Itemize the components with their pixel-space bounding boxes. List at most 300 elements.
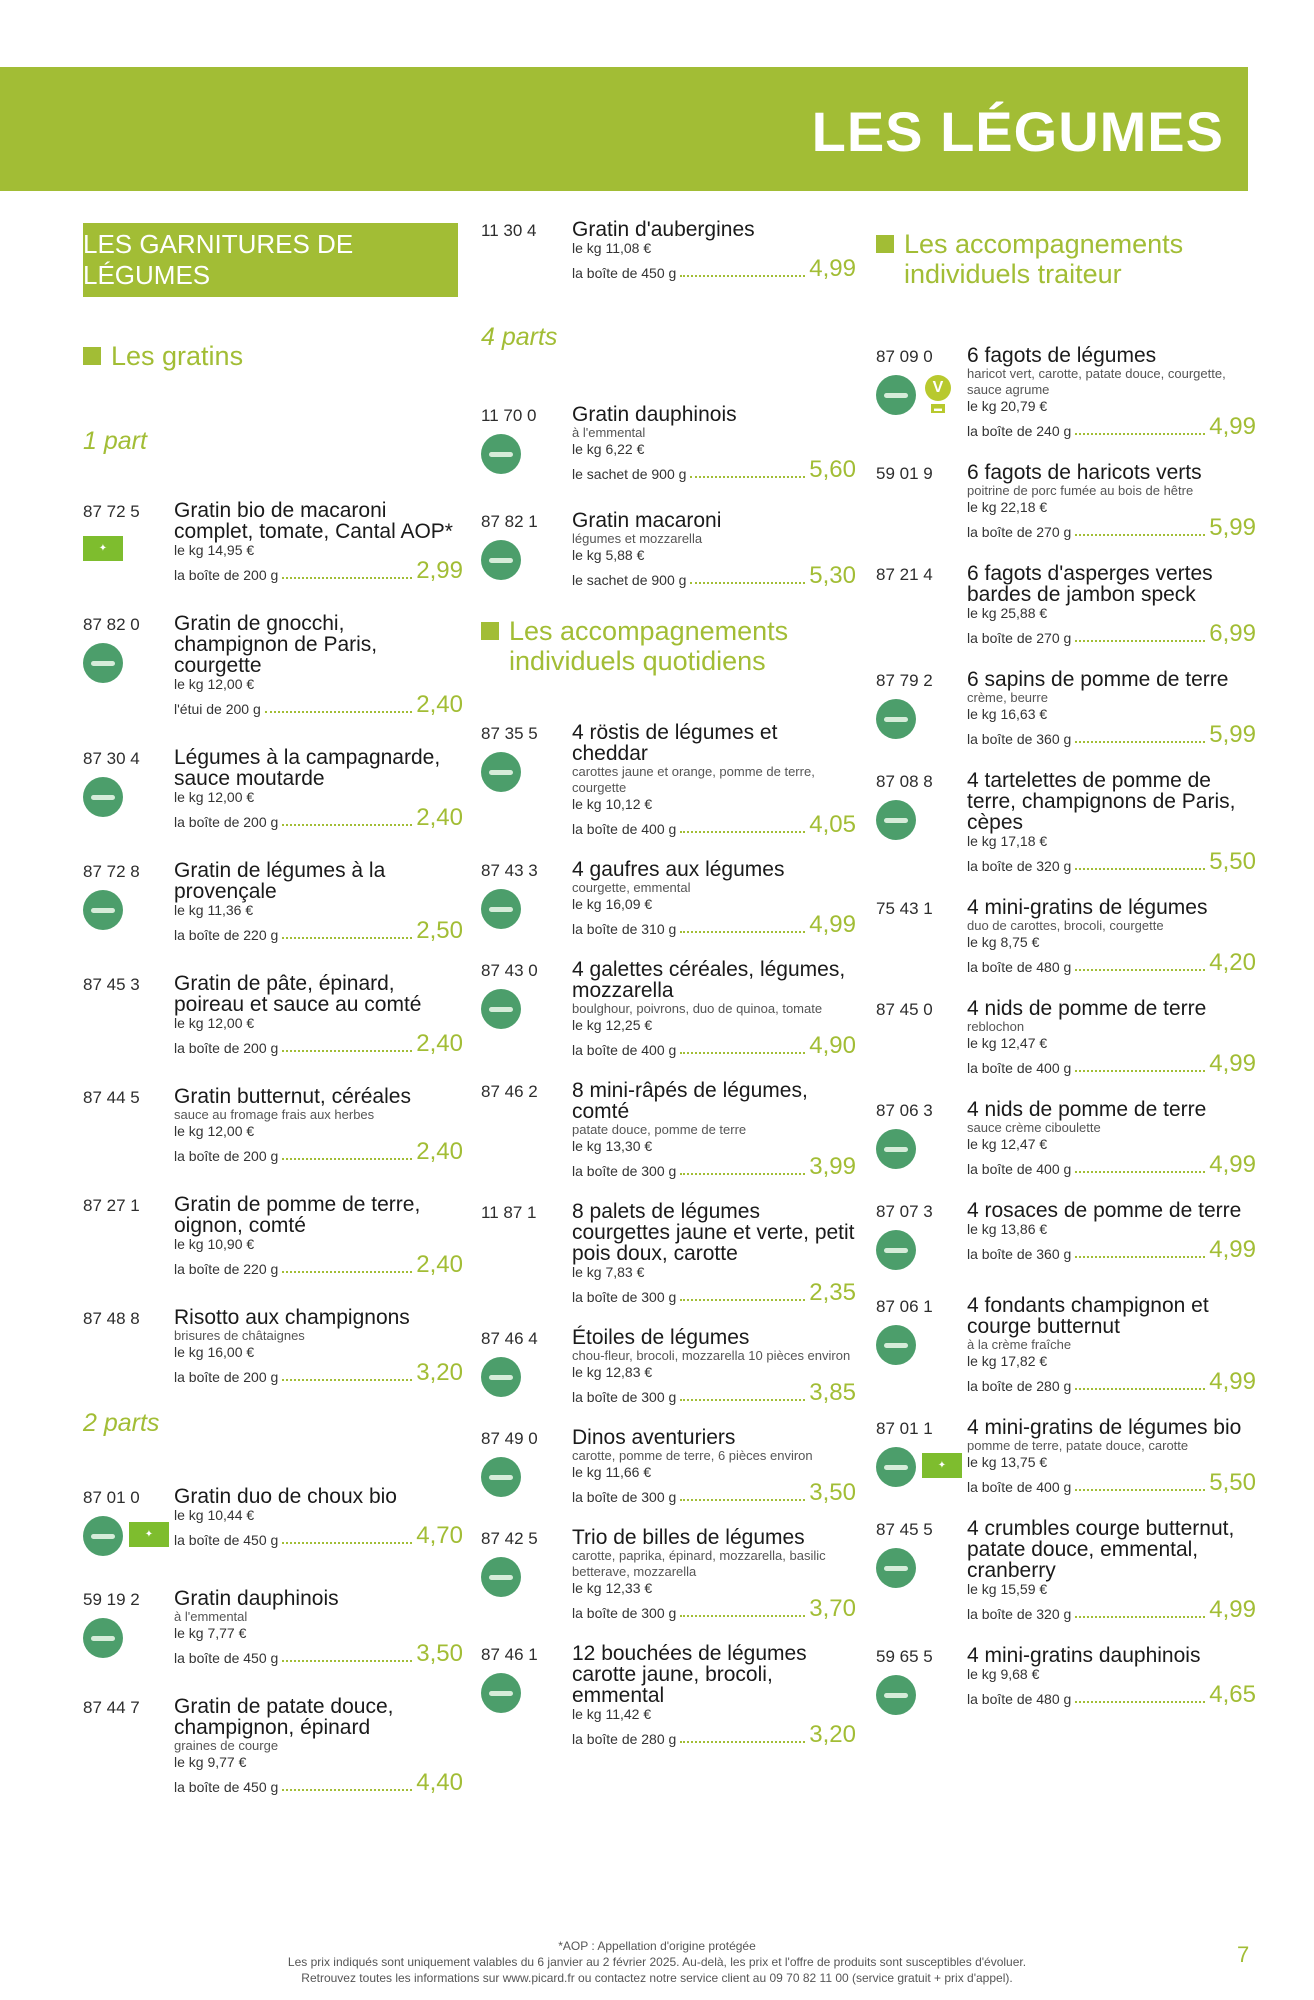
column-garnitures xyxy=(83,205,463,1825)
product-description: chou-fleur, brocoli, mozzarella 10 pièces environ xyxy=(572,1348,851,1363)
product-code: 87 06 1 xyxy=(876,1297,933,1316)
product-code: 87 44 5 xyxy=(83,1088,140,1107)
price-per-kg: le kg 13,30 € xyxy=(572,1138,653,1154)
price-line xyxy=(174,919,463,943)
product-code: 87 30 4 xyxy=(83,749,140,768)
price-per-kg: le kg 11,08 € xyxy=(572,240,652,256)
leader-dots xyxy=(680,831,805,833)
product-code: 87 79 2 xyxy=(876,671,933,690)
product-item xyxy=(481,859,856,937)
price-per-kg: le kg 25,88 € xyxy=(967,605,1048,621)
main-category-banner: LES GARNITURES DE LÉGUMES xyxy=(83,223,458,297)
product-name: 4 mini-gratins de légumes bio xyxy=(967,1416,1242,1439)
vegetarian-icon xyxy=(876,1325,916,1365)
product-code: 87 46 2 xyxy=(481,1082,538,1101)
vegetarian-icon xyxy=(876,375,916,415)
product-code: 59 65 5 xyxy=(876,1647,933,1666)
vegetarian-icon xyxy=(481,889,521,929)
product-icons xyxy=(481,434,521,474)
product-name: Gratin de patate douce, champignon, épinard xyxy=(174,1695,394,1739)
leader-dots xyxy=(1075,640,1205,642)
product-description: poitrine de porc fumée au bois de hêtre xyxy=(967,483,1194,498)
product-name: Gratin bio de macaroni complet, tomate, Cantal AOP* xyxy=(174,499,453,543)
price-per-kg: le kg 11,66 € xyxy=(572,1464,652,1480)
price-per-kg: le kg 12,25 € xyxy=(572,1017,653,1033)
package-size: la boîte de 280 g xyxy=(572,1731,677,1747)
product-price: 4,70 xyxy=(416,1522,463,1549)
package-size: la boîte de 270 g xyxy=(967,524,1072,540)
leader-dots xyxy=(1075,1489,1205,1491)
product-description: crème, beurre xyxy=(967,690,1048,705)
product-item xyxy=(876,1518,1256,1622)
price-line xyxy=(572,1723,856,1747)
subsection-gratins xyxy=(83,341,463,371)
price-per-kg: le kg 17,18 € xyxy=(967,833,1048,849)
price-per-kg: le kg 16,63 € xyxy=(967,706,1048,722)
product-code: 87 08 8 xyxy=(876,772,933,791)
product-code: 87 82 0 xyxy=(83,615,140,634)
product-code: 75 43 1 xyxy=(876,899,933,918)
leader-dots xyxy=(282,1158,412,1160)
product-price: 3,70 xyxy=(809,1595,856,1622)
product-item xyxy=(83,500,463,583)
product-name: 6 sapins de pomme de terre xyxy=(967,668,1229,691)
portion-label: 4 parts xyxy=(481,323,558,351)
product-name: 4 nids de pomme de terre xyxy=(967,997,1207,1020)
price-per-kg: le kg 13,86 € xyxy=(967,1221,1048,1237)
leader-dots xyxy=(282,577,412,579)
price-per-kg: le kg 16,00 € xyxy=(174,1344,255,1360)
price-line xyxy=(572,813,856,837)
product-item xyxy=(83,1307,463,1385)
product-item xyxy=(83,1486,463,1558)
price-line xyxy=(174,1032,463,1056)
column-traiteur xyxy=(876,205,1256,1740)
product-name: Gratin de pomme de terre, oignon, comté xyxy=(174,1193,421,1237)
product-description: patate douce, pomme de terre xyxy=(572,1122,747,1137)
price-line xyxy=(572,1281,856,1305)
product-name: Gratin duo de choux bio xyxy=(174,1485,397,1508)
price-per-kg: le kg 12,33 € xyxy=(572,1580,653,1596)
leader-dots xyxy=(1075,741,1205,743)
product-name: 6 fagots de haricots verts xyxy=(967,461,1202,484)
leader-dots xyxy=(1075,1701,1205,1703)
contact-note: Retrouvez toutes les informations sur www.picard.fr ou contactez notre service client au 09 70 82 11 00 (service gratuit + prix d'appel). xyxy=(301,1971,1013,1985)
price-per-kg: le kg 12,00 € xyxy=(174,676,255,692)
product-item xyxy=(481,1327,856,1405)
product-icons xyxy=(481,1673,521,1713)
package-size: la boîte de 400 g xyxy=(967,1161,1072,1177)
product-name: 8 palets de légumes courgettes jaune et verte, petit pois doux, carotte xyxy=(572,1200,855,1265)
vegetarian-icon xyxy=(83,1516,123,1556)
product-item xyxy=(876,998,1256,1076)
vegetarian-icon xyxy=(481,989,521,1029)
page-title: LES LÉGUMES xyxy=(811,100,1224,163)
leader-dots xyxy=(680,1052,805,1054)
price-per-kg: le kg 7,83 € xyxy=(572,1264,645,1280)
product-item xyxy=(83,1194,463,1277)
product-icons xyxy=(481,1457,521,1497)
product-code: 87 49 0 xyxy=(481,1429,538,1448)
product-list xyxy=(83,1486,463,1795)
product-item xyxy=(481,1643,856,1747)
price-line xyxy=(572,913,856,937)
product-price: 4,99 xyxy=(1209,1050,1256,1077)
product-item xyxy=(876,1099,1256,1177)
product-list xyxy=(481,722,856,1747)
product-name: Gratin d'aubergines xyxy=(572,218,755,241)
leader-dots xyxy=(680,275,805,277)
product-price: 5,50 xyxy=(1209,1469,1256,1496)
price-line xyxy=(572,257,856,281)
product-price: 4,99 xyxy=(1209,1151,1256,1178)
product-name: 4 röstis de légumes et cheddar xyxy=(572,721,778,765)
product-code: 87 44 7 xyxy=(83,1698,140,1717)
product-name: 4 crumbles courge butternut, patate douce, emmental, cranberry xyxy=(967,1517,1235,1582)
leader-dots xyxy=(282,1271,412,1273)
product-code: 87 72 8 xyxy=(83,862,140,881)
product-list xyxy=(876,345,1256,1717)
leader-dots xyxy=(1075,868,1205,870)
column-gratins-accompagnements xyxy=(481,205,856,1769)
package-size: la boîte de 220 g xyxy=(174,927,279,943)
product-description: graines de courge xyxy=(174,1738,279,1753)
package-size: la boîte de 220 g xyxy=(174,1261,279,1277)
product-item xyxy=(481,404,856,482)
vegetarian-icon xyxy=(481,752,521,792)
product-item xyxy=(481,219,856,291)
price-line xyxy=(572,1381,856,1405)
leader-dots xyxy=(680,1299,805,1301)
product-name: Gratin de légumes à la provençale xyxy=(174,859,386,903)
leader-dots xyxy=(680,1615,805,1617)
product-code: 87 45 5 xyxy=(876,1520,933,1539)
product-list xyxy=(481,219,856,291)
product-icons xyxy=(481,989,521,1029)
product-name: 4 fondants champignon et courge butternut xyxy=(967,1294,1209,1338)
vegan-icon: V ▬ xyxy=(922,375,954,415)
subsection-traiteur xyxy=(876,229,1256,289)
package-size: la boîte de 320 g xyxy=(967,858,1072,874)
price-per-kg: le kg 12,47 € xyxy=(967,1035,1048,1051)
eu-bio-logo: ✦ xyxy=(922,1453,962,1478)
price-per-kg: le kg 12,00 € xyxy=(174,1015,255,1031)
leader-dots xyxy=(1075,1171,1205,1173)
product-code: 87 06 3 xyxy=(876,1101,933,1120)
product-item xyxy=(83,613,463,717)
product-code: 87 07 3 xyxy=(876,1202,933,1221)
vegetarian-icon xyxy=(83,890,123,930)
product-name: 12 bouchées de légumes carotte jaune, brocoli, emmental xyxy=(572,1642,807,1707)
square-bullet-icon xyxy=(481,622,499,640)
leader-dots xyxy=(282,1660,412,1662)
product-price: 5,30 xyxy=(809,562,856,589)
vegetarian-icon xyxy=(83,643,123,683)
package-size: la boîte de 300 g xyxy=(572,1289,677,1305)
package-size: le sachet de 900 g xyxy=(572,572,687,588)
price-per-kg: le kg 17,82 € xyxy=(967,1353,1048,1369)
product-list xyxy=(481,404,856,588)
product-name: Gratin de pâte, épinard, poireau et sauce au comté xyxy=(174,972,422,1016)
package-size: la boîte de 400 g xyxy=(572,1042,677,1058)
package-size: la boîte de 400 g xyxy=(572,821,677,837)
vegetarian-icon xyxy=(83,1618,123,1658)
product-description: carotte, pomme de terre, 6 pièces environ xyxy=(572,1448,813,1463)
product-item xyxy=(83,1696,463,1795)
product-item xyxy=(876,563,1256,646)
product-description: sauce au fromage frais aux herbes xyxy=(174,1107,375,1122)
validity-note: Les prix indiqués sont uniquement valables du 6 janvier au 2 février 2025. Au-delà, les prix et l'offre de produits sont susceptibles d'évoluer. xyxy=(287,1955,1027,1969)
price-per-kg: le kg 11,42 € xyxy=(572,1706,652,1722)
product-item xyxy=(481,1080,856,1179)
product-item xyxy=(481,1427,856,1505)
product-description: à la crème fraîche xyxy=(967,1337,1072,1352)
product-item xyxy=(876,897,1256,975)
page-number: 7 xyxy=(1237,1942,1250,1967)
product-price: 4,99 xyxy=(1209,413,1256,440)
price-per-kg: le kg 20,79 € xyxy=(967,398,1048,414)
price-per-kg: le kg 16,09 € xyxy=(572,896,653,912)
subsection-title: Les accompagnements individuels traiteur xyxy=(904,229,1184,289)
package-size: la boîte de 300 g xyxy=(572,1489,677,1505)
product-code: 87 43 3 xyxy=(481,861,538,880)
package-size: la boîte de 200 g xyxy=(174,814,279,830)
vegetarian-icon xyxy=(481,1557,521,1597)
price-line xyxy=(572,458,856,482)
product-code: 87 46 1 xyxy=(481,1645,538,1664)
price-line xyxy=(174,1771,463,1795)
product-item xyxy=(83,973,463,1056)
product-code: 87 01 1 xyxy=(876,1419,933,1438)
vegetarian-icon xyxy=(876,1447,916,1487)
product-item xyxy=(876,345,1256,439)
product-name: Gratin de gnocchi, champignon de Paris, courgette xyxy=(174,612,378,677)
package-size: la boîte de 240 g xyxy=(967,423,1072,439)
price-line xyxy=(967,951,1256,975)
square-bullet-icon xyxy=(876,235,894,253)
vegetarian-icon xyxy=(876,699,916,739)
product-description: à l'emmental xyxy=(174,1609,248,1624)
product-code: 87 45 3 xyxy=(83,975,140,994)
product-price: 4,99 xyxy=(809,255,856,282)
vegetarian-icon xyxy=(876,1230,916,1270)
package-size: la boîte de 200 g xyxy=(174,1369,279,1385)
leader-dots xyxy=(1075,534,1205,536)
price-line xyxy=(174,1524,463,1548)
leader-dots xyxy=(282,1542,412,1544)
product-icons xyxy=(876,1675,916,1715)
leader-dots xyxy=(680,1499,805,1501)
price-per-kg: le kg 10,12 € xyxy=(572,796,653,812)
package-size: la boîte de 270 g xyxy=(967,630,1072,646)
product-item xyxy=(481,510,856,588)
price-per-kg: le kg 12,47 € xyxy=(967,1136,1048,1152)
product-code: 87 45 0 xyxy=(876,1000,933,1019)
price-line xyxy=(967,1153,1256,1177)
product-price: 5,99 xyxy=(1209,721,1256,748)
product-description: pomme de terre, patate douce, carotte xyxy=(967,1438,1189,1453)
product-price: 4,20 xyxy=(1209,949,1256,976)
leader-dots xyxy=(1075,1070,1205,1072)
product-price: 3,50 xyxy=(809,1479,856,1506)
product-price: 2,40 xyxy=(416,691,463,718)
leader-dots xyxy=(265,711,413,713)
product-name: Gratin dauphinois xyxy=(572,403,737,426)
price-line xyxy=(967,723,1256,747)
package-size: la boîte de 200 g xyxy=(174,1040,279,1056)
vegetarian-icon xyxy=(876,1129,916,1169)
price-line xyxy=(572,1481,856,1505)
product-code: 11 30 4 xyxy=(481,221,537,240)
package-size: l'étui de 200 g xyxy=(174,701,261,717)
price-line xyxy=(174,559,463,583)
product-icons xyxy=(876,375,954,415)
product-price: 4,99 xyxy=(1209,1368,1256,1395)
price-per-kg: le kg 9,68 € xyxy=(967,1666,1040,1682)
vegetarian-icon xyxy=(876,1675,916,1715)
product-code: 87 48 8 xyxy=(83,1309,140,1328)
product-code: 87 72 5 xyxy=(83,502,140,521)
price-line xyxy=(967,850,1256,874)
price-line xyxy=(572,1597,856,1621)
price-per-kg: le kg 12,00 € xyxy=(174,1123,255,1139)
leader-dots xyxy=(680,931,805,933)
product-icons xyxy=(876,1548,916,1588)
vegetarian-icon xyxy=(481,540,521,580)
product-name: Gratin macaroni xyxy=(572,509,722,532)
product-item xyxy=(876,462,1256,540)
leader-dots xyxy=(1075,1388,1205,1390)
product-icons xyxy=(876,699,916,739)
leader-dots xyxy=(1075,1616,1205,1618)
product-price: 5,99 xyxy=(1209,514,1256,541)
product-description: reblochon xyxy=(967,1019,1025,1034)
product-code: 59 01 9 xyxy=(876,464,933,483)
product-name: 4 rosaces de pomme de terre xyxy=(967,1199,1242,1222)
price-line xyxy=(967,1683,1256,1707)
product-icons xyxy=(83,1618,123,1658)
leader-dots xyxy=(1075,1256,1205,1258)
product-icons xyxy=(876,1230,916,1270)
product-icons xyxy=(481,1557,521,1597)
leader-dots xyxy=(282,1050,412,1052)
product-name: 4 galettes céréales, légumes, mozzarella xyxy=(572,958,846,1002)
product-price: 6,99 xyxy=(1209,620,1256,647)
product-icons xyxy=(83,777,123,817)
package-size: la boîte de 360 g xyxy=(967,1246,1072,1262)
price-per-kg: le kg 14,95 € xyxy=(174,542,255,558)
product-description: boulghour, poivrons, duo de quinoa, tomate xyxy=(572,1001,823,1016)
product-code: 87 21 4 xyxy=(876,565,933,584)
leader-dots xyxy=(690,476,805,478)
leader-dots xyxy=(680,1741,805,1743)
package-size: la boîte de 300 g xyxy=(572,1389,677,1405)
price-line xyxy=(967,516,1256,540)
product-icons xyxy=(83,643,123,683)
price-per-kg: le kg 10,90 € xyxy=(174,1236,255,1252)
product-price: 5,60 xyxy=(809,456,856,483)
product-icons xyxy=(481,1357,521,1397)
product-item xyxy=(876,1200,1256,1272)
leader-dots xyxy=(680,1173,805,1175)
price-line xyxy=(967,622,1256,646)
product-name: 4 tartelettes de pomme de terre, champignons de Paris, cèpes xyxy=(967,769,1236,834)
product-item xyxy=(83,860,463,943)
product-icons xyxy=(83,890,123,930)
eu-bio-logo: ✦ xyxy=(83,536,123,561)
aop-note: *AOP : Appellation d'origine protégée xyxy=(558,1939,756,1953)
price-per-kg: le kg 7,77 € xyxy=(174,1625,247,1641)
product-icons xyxy=(83,1516,169,1556)
package-size: le sachet de 900 g xyxy=(572,466,687,482)
price-per-kg: le kg 12,83 € xyxy=(572,1364,653,1380)
product-description: duo de carottes, brocoli, courgette xyxy=(967,918,1164,933)
product-code: 87 82 1 xyxy=(481,512,538,531)
product-code: 59 19 2 xyxy=(83,1590,140,1609)
product-list xyxy=(83,500,463,1385)
product-price: 3,99 xyxy=(809,1153,856,1180)
price-line xyxy=(174,1140,463,1164)
product-name: 6 fagots d'asperges vertes bardes de jambon speck xyxy=(967,562,1213,606)
price-per-kg: le kg 12,00 € xyxy=(174,789,255,805)
product-description: brisures de châtaignes xyxy=(174,1328,305,1343)
product-icons xyxy=(876,1129,916,1169)
product-price: 4,65 xyxy=(1209,1681,1256,1708)
price-line xyxy=(572,1034,856,1058)
package-size: la boîte de 300 g xyxy=(572,1605,677,1621)
product-code: 11 70 0 xyxy=(481,406,537,425)
square-bullet-icon xyxy=(83,347,101,365)
eu-bio-logo: ✦ xyxy=(129,1522,169,1547)
package-size: la boîte de 280 g xyxy=(967,1378,1072,1394)
product-item xyxy=(876,1645,1256,1717)
leader-dots xyxy=(282,937,412,939)
package-size: la boîte de 450 g xyxy=(572,265,677,281)
product-price: 2,40 xyxy=(416,1030,463,1057)
portion-label: 2 parts xyxy=(83,1409,160,1437)
product-price: 2,40 xyxy=(416,1138,463,1165)
product-name: 6 fagots de légumes xyxy=(967,344,1157,367)
price-line xyxy=(572,1155,856,1179)
product-icons xyxy=(876,1325,916,1365)
price-line xyxy=(967,1471,1256,1495)
price-per-kg: le kg 13,75 € xyxy=(967,1454,1048,1470)
product-name: 4 mini-gratins dauphinois xyxy=(967,1644,1201,1667)
leader-dots xyxy=(282,824,412,826)
product-name: Étoiles de légumes xyxy=(572,1326,750,1349)
product-icons xyxy=(481,752,521,792)
price-per-kg: le kg 11,36 € xyxy=(174,902,254,918)
product-price: 5,50 xyxy=(1209,848,1256,875)
product-price: 3,85 xyxy=(809,1379,856,1406)
price-line xyxy=(174,1642,463,1666)
package-size: la boîte de 480 g xyxy=(967,959,1072,975)
product-price: 2,35 xyxy=(809,1279,856,1306)
price-line xyxy=(967,415,1256,439)
package-size: la boîte de 200 g xyxy=(174,1148,279,1164)
package-size: la boîte de 450 g xyxy=(174,1650,279,1666)
price-per-kg: le kg 9,77 € xyxy=(174,1754,247,1770)
portion-label: 1 part xyxy=(83,427,147,455)
package-size: la boîte de 320 g xyxy=(967,1606,1072,1622)
product-name: Dinos aventuriers xyxy=(572,1426,736,1449)
vegetarian-icon xyxy=(481,1357,521,1397)
product-code: 87 01 0 xyxy=(83,1488,140,1507)
product-price: 4,05 xyxy=(809,811,856,838)
package-size: la boîte de 300 g xyxy=(572,1163,677,1179)
package-size: la boîte de 310 g xyxy=(572,921,677,937)
product-name: 4 gaufres aux légumes xyxy=(572,858,785,881)
